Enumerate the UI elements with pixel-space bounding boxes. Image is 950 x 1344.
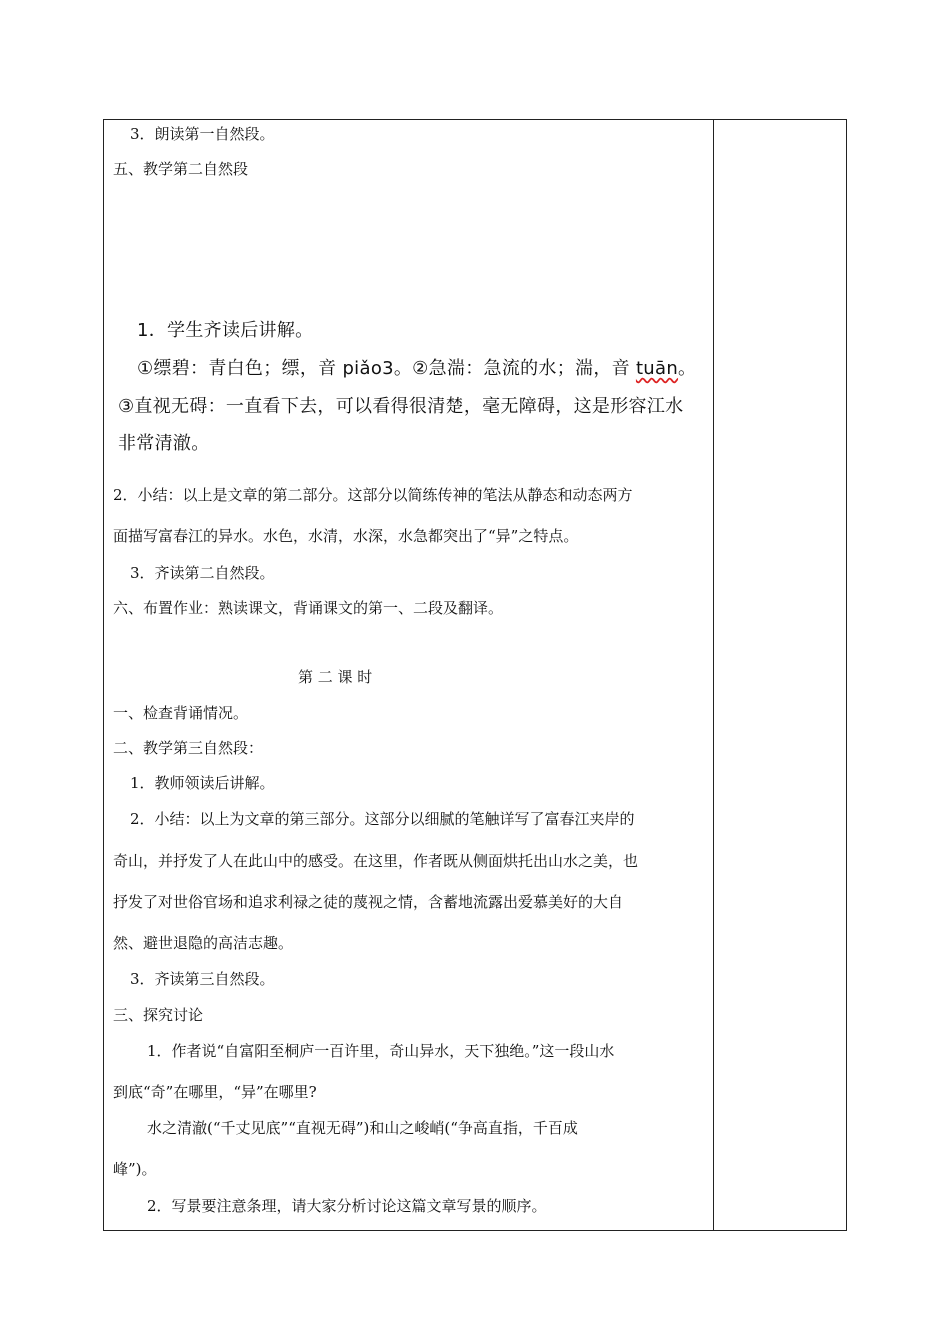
bold-annotation-line-1: ①缥碧：青白色；缥，音 piǎo3。②急湍：急流的水；湍，音 tuān。: [137, 358, 697, 379]
summary-part-three-line-4: 然、避世退隐的高洁志趣。: [113, 934, 294, 952]
part-one-check-recitation: 一、检查背诵情况。: [113, 704, 249, 722]
discussion-question-1-line-1: 1．作者说“自富阳至桐庐一百许里，奇山异水，天下独绝。”这一段山水: [147, 1042, 615, 1060]
summary-part-three-line-1: 2．小结：以上为文章的第三部分。这部分以细腻的笔触详写了富春江夹岸的: [130, 810, 635, 828]
column-divider: [713, 119, 714, 1231]
bold-annotation-line-3: 非常清澈。: [118, 433, 210, 454]
lesson-table: [103, 119, 847, 1231]
part-two-teach-paragraph-three: 二、教学第三自然段：: [113, 739, 264, 757]
section-five-title: 五、教学第二自然段: [113, 160, 249, 178]
summary-part-two-line-1: 2．小结：以上是文章的第二部分。这部分以简练传神的笔法从静态和动态两方: [113, 486, 633, 504]
pinyin-tuan: tuān: [635, 358, 679, 379]
step-teacher-reads: 1．教师领读后讲解。: [130, 774, 275, 792]
summary-part-two-line-2: 面描写富春江的异水。水色，水清，水深，水急都突出了“异”之特点。: [113, 527, 579, 545]
bold-step-students-read: 1．学生齐读后讲解。: [137, 320, 314, 341]
discussion-answer-1-line-2: 峰”)。: [113, 1160, 157, 1178]
step-read-paragraph-two: 3．齐读第二自然段。: [130, 564, 275, 582]
bold-annotation-line-2: ③直视无碍：一直看下去，可以看得很清楚，毫无障碍，这是形容江水: [118, 396, 684, 417]
step-read-paragraph-one: 3．朗读第一自然段。: [130, 125, 275, 143]
discussion-answer-1-line-1: 水之清澈(“千丈见底”“直视无碍”)和山之峻峭(“争高直指，千百成: [147, 1119, 578, 1137]
summary-part-three-line-2: 奇山，并抒发了人在此山中的感受。在这里，作者既从侧面烘托出山水之美，也: [113, 852, 639, 870]
second-lesson-heading: 第 二 课 时: [298, 668, 373, 686]
step-read-paragraph-three: 3．齐读第三自然段。: [130, 970, 275, 988]
summary-part-three-line-3: 抒发了对世俗官场和追求利禄之徒的蔑视之情，含蓄地流露出爱慕美好的大自: [113, 893, 624, 911]
section-six-homework: 六、布置作业：熟读课文，背诵课文的第一、二段及翻译。: [113, 599, 504, 617]
discussion-question-2: 2．写景要注意条理，请大家分析讨论这篇文章写景的顺序。: [147, 1197, 547, 1215]
discussion-question-1-line-2: 到底“奇”在哪里，“异”在哪里?: [113, 1083, 317, 1101]
part-three-discussion: 三、探究讨论: [113, 1006, 204, 1024]
